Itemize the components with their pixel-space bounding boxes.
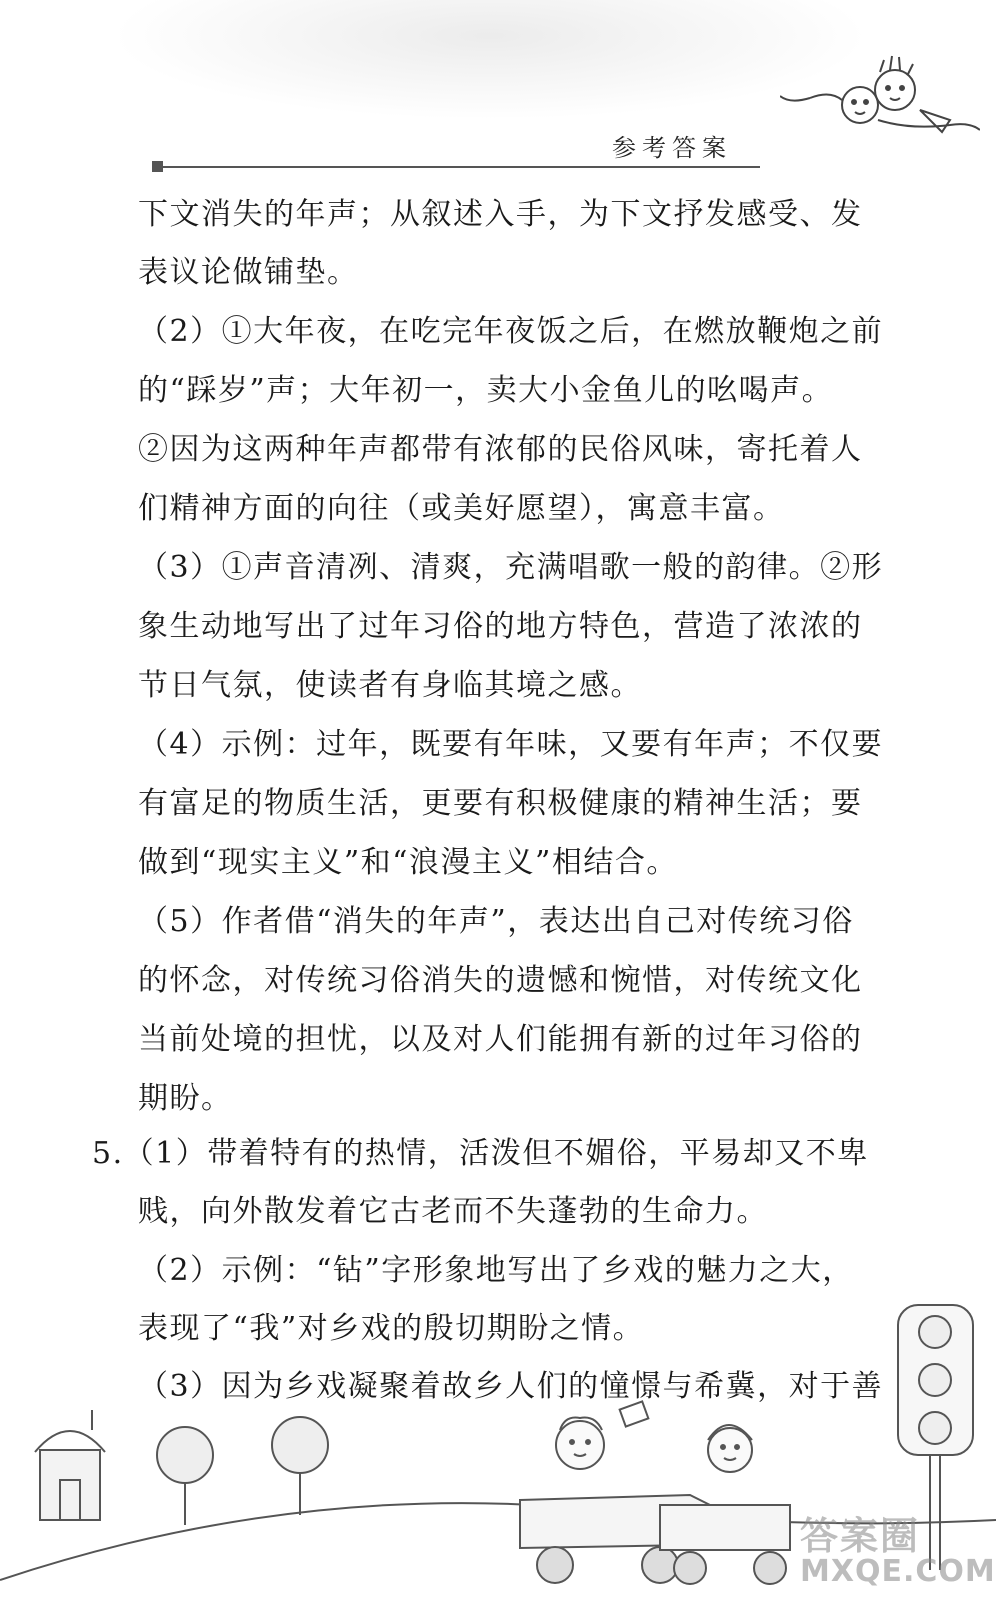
header-rule <box>160 166 760 168</box>
text-line: 象生动地写出了过年习俗的地方特色，营造了浓浓的 <box>138 609 863 644</box>
text-line: 节日气氛，使读者有身临其境之感。 <box>138 668 642 703</box>
text-line: 有富足的物质生活，更要有积极健康的精神生活；要 <box>138 786 863 821</box>
text-line: 当前处境的担忧，以及对人们能拥有新的过年习俗的 <box>138 1022 863 1057</box>
text-line: 表议论做铺垫。 <box>138 255 359 290</box>
text-line: 做到“现实主义”和“浪漫主义”相结合。 <box>138 845 678 880</box>
text-line: （2）示例：“钻”字形象地写出了乡戏的魅力之大， <box>138 1253 854 1288</box>
text-line: （2）①大年夜，在吃完年夜饭之后，在燃放鞭炮之前 <box>138 314 884 349</box>
text-line: 5.（1）带着特有的热情，活泼但不媚俗，平易却又不卑 <box>92 1136 869 1171</box>
text-line: 下文消失的年声；从叙述入手，为下文抒发感受、发 <box>138 197 863 232</box>
text-line: 贱，向外散发着它古老而不失蓬勃的生命力。 <box>138 1194 768 1229</box>
text-line: （3）因为乡戏凝聚着故乡人们的憧憬与希冀，对于善 <box>138 1369 884 1404</box>
text-line: （4）示例：过年，既要有年味，又要有年声；不仅要 <box>138 727 884 762</box>
watermark-en: MXQE.COM <box>800 1554 996 1589</box>
text-line: （3）①声音清冽、清爽，充满唱歌一般的韵律。②形 <box>138 550 884 585</box>
text-line: 的“踩岁”声；大年初一，卖大小金鱼儿的吆喝声。 <box>138 373 834 408</box>
kids-illustration <box>780 30 980 150</box>
text-line: 表现了“我”对乡戏的殷切期盼之情。 <box>138 1311 645 1346</box>
watermark-cn: 答案圈 <box>800 1514 921 1558</box>
text-line: 期盼。 <box>138 1081 233 1116</box>
header-texture <box>110 0 870 120</box>
text-line: 们精神方面的向往（或美好愿望），寓意丰富。 <box>138 491 785 526</box>
header-title: 参考答案 <box>612 134 732 162</box>
text-line: （5）作者借“消失的年声”，表达出自己对传统习俗 <box>138 904 854 939</box>
text-line: ②因为这两种年声都带有浓郁的民俗风味，寄托着人 <box>138 432 863 467</box>
text-line: 的怀念，对传统习俗消失的遗憾和惋惜，对传统文化 <box>138 963 863 998</box>
watermark <box>800 1505 996 1589</box>
